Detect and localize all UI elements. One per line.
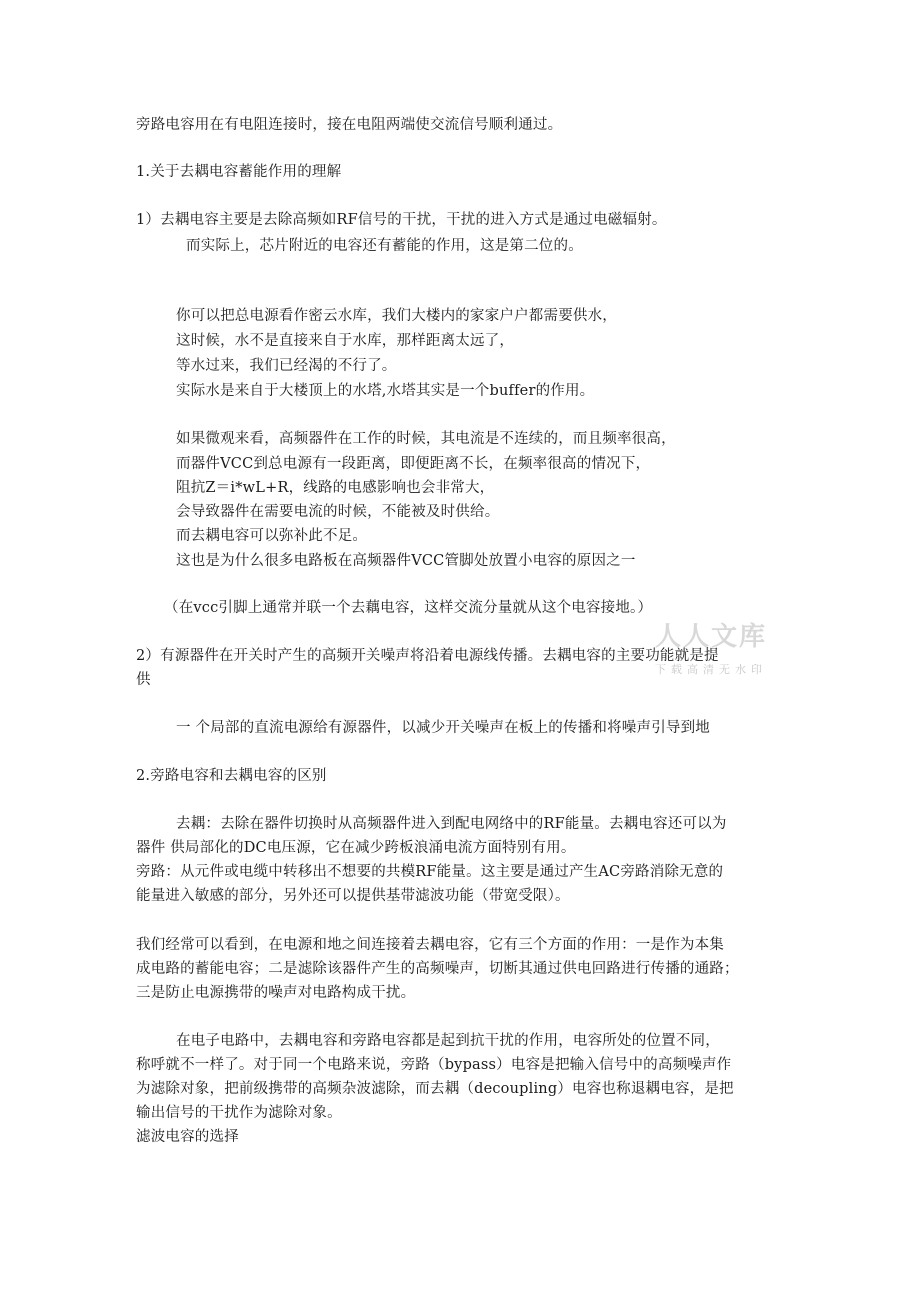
text-line: 称呼就不一样了。对于同一个电路来说，旁路（bypass）电容是把输入信号中的高频噪声作: [136, 1057, 732, 1073]
text-line: 旁路：从元件或电缆中转移出不想要的共模RF能量。这主要是通过产生AC旁路消除无意的: [136, 864, 724, 880]
text-line: 这也是为什么很多电路板在高频器件VCC管脚处放置小电容的原因之一: [176, 553, 636, 569]
text-line: 阻抗Z＝i*wL+R，线路的电感影响也会非常大，: [176, 480, 495, 496]
text-line: 成电路的蓄能电容；二是滤除该器件产生的高频噪声，切断其通过供电回路进行传播的通路；: [136, 961, 739, 977]
section-heading: 1.关于去耦电容蓄能作用的理解: [136, 164, 342, 180]
watermark-title: 人人文库: [654, 622, 767, 652]
text-line: 而实际上，芯片附近的电容还有蓄能的作用，这是第二位的。: [186, 238, 583, 254]
text-line: 在电子电路中，去耦电容和旁路电容都是起到抗干扰的作用，电容所处的位置不同，: [176, 1033, 720, 1049]
section-heading: 2.旁路电容和去耦电容的区别: [136, 768, 327, 784]
text-line: 去耦：去除在器件切换时从高频器件进入到配电网络中的RF能量。去耦电容还可以为: [176, 816, 727, 832]
text-line: 1）去耦电容主要是去除高频如RF信号的干扰，干扰的进入方式是通过电磁辐射。: [136, 212, 667, 228]
text-line: 2）有源器件在开关时产生的高频开关噪声将沿着电源线传播。去耦电容的主要功能就是提: [136, 648, 719, 664]
watermark-subtitle: 下载高清无水印: [655, 663, 767, 676]
text-line: 一 个局部的直流电源给有源器件，以减少开关噪声在板上的传播和将噪声引导到地: [176, 720, 711, 736]
text-line: 如果微观来看，高频器件在工作的时候，其电流是不连续的，而且频率很高，: [176, 431, 676, 447]
text-line: 会导致器件在需要电流的时候，不能被及时供给。: [176, 504, 500, 520]
section-heading: 滤波电容的选择: [136, 1129, 239, 1145]
text-line: 等水过来，我们已经渴的不行了。: [176, 358, 397, 374]
text-line: 你可以把总电源看作密云水库，我们大楼内的家家户户都需要供水，: [176, 308, 617, 324]
text-line: 三是防止电源携带的噪声对电路构成干扰。: [136, 985, 416, 1001]
text-line: 而器件VCC到总电源有一段距离，即便距离不长，在频率很高的情况下，: [176, 456, 651, 472]
text-line: 旁路电容用在有电阻连接时，接在电阻两端使交流信号顺利通过。: [136, 117, 563, 133]
text-line: 输出信号的干扰作为滤除对象。: [136, 1105, 342, 1121]
text-line: 供: [136, 672, 151, 688]
text-line: 我们经常可以看到，在电源和地之间连接着去耦电容，它有三个方面的作用：一是作为本集: [136, 937, 724, 953]
text-line: 而去耦电容可以弥补此不足。: [176, 528, 368, 544]
text-line: 能量进入敏感的部分，另外还可以提供基带滤波功能（带宽受限）。: [136, 888, 570, 904]
text-line: 为滤除对象，把前级携带的高频杂波滤除，而去耦（decoupling）电容也称退耦电容，是把: [136, 1081, 734, 1097]
text-line: 器件 供局部化的DC电压源，它在减少跨板浪涌电流方面特别有用。: [136, 840, 576, 856]
text-line: （在vcc引脚上通常并联一个去藕电容，这样交流分量就从这个电容接地。）: [164, 600, 653, 616]
text-line: 实际水是来自于大楼顶上的水塔,水塔其实是一个buffer的作用。: [176, 383, 595, 399]
text-line: 这时候，水不是直接来自于水库，那样距离太远了，: [176, 333, 515, 349]
